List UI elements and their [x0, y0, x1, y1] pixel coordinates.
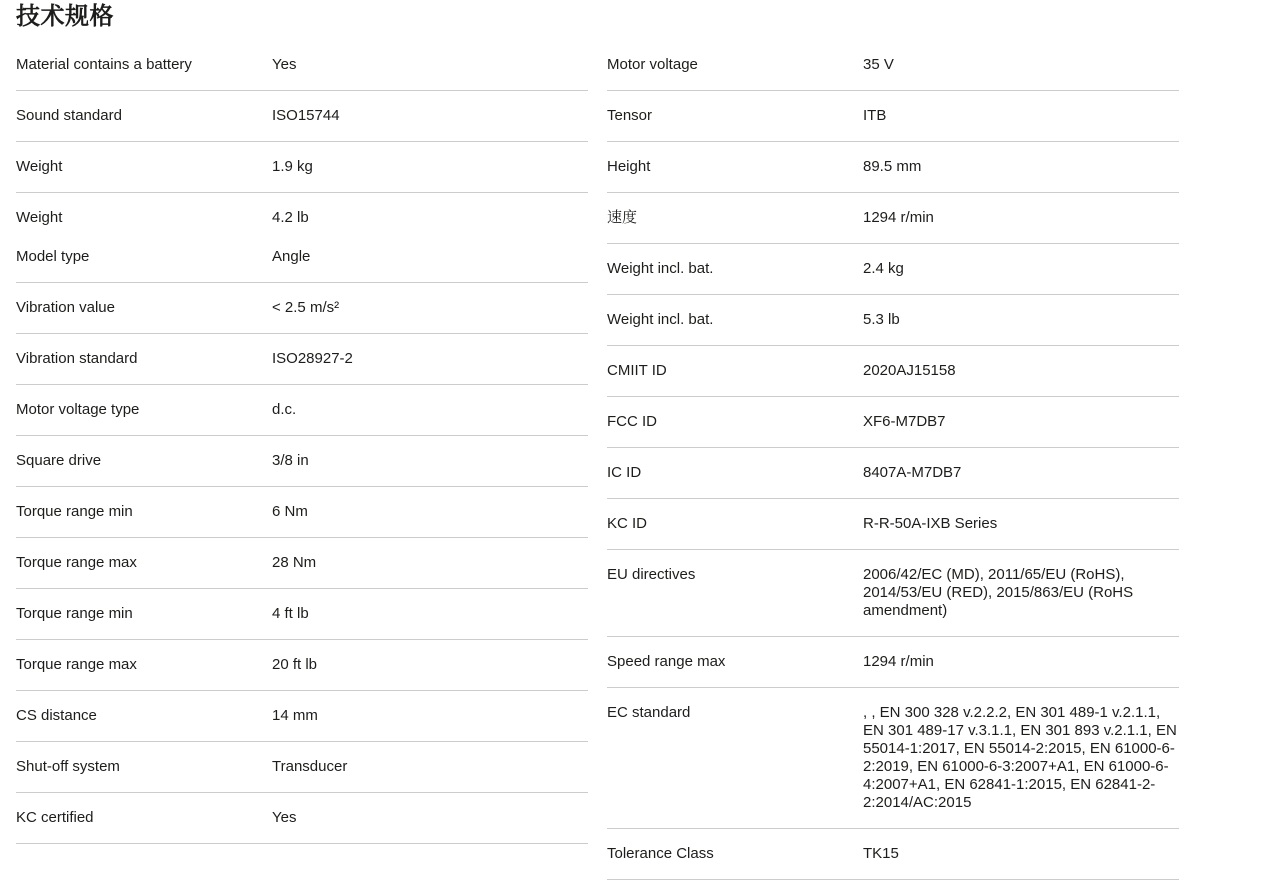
spec-label: Weight incl. bat.: [607, 311, 714, 328]
spec-value: 4.2 lb: [272, 209, 309, 226]
spec-value: 5.3 lb: [863, 311, 900, 328]
spec-label: Vibration standard: [16, 350, 138, 367]
spec-label: EC standard: [607, 704, 691, 721]
spec-row: [16, 436, 588, 487]
spec-row: [607, 397, 1179, 448]
spec-row: [16, 538, 588, 589]
spec-value: 28 Nm: [272, 554, 317, 571]
spec-label: Motor voltage type: [16, 401, 140, 418]
spec-value: d.c.: [272, 401, 297, 418]
spec-value: XF6-M7DB7: [863, 413, 946, 430]
spec-value: 89.5 mm: [863, 158, 922, 175]
spec-row: [16, 193, 588, 232]
spec-label: 速度: [607, 209, 638, 226]
spec-value: ISO15744: [272, 107, 340, 124]
spec-row: [607, 499, 1179, 550]
spec-label: Height: [607, 158, 651, 175]
spec-column-right: [607, 40, 1179, 880]
spec-label: KC certified: [16, 809, 94, 826]
spec-label: Weight: [16, 209, 63, 226]
spec-row: [16, 283, 588, 334]
spec-row: [607, 829, 1179, 880]
spec-table: [16, 40, 1261, 880]
spec-row: [607, 244, 1179, 295]
spec-value: 14 mm: [272, 707, 318, 724]
spec-value: R-R-50A-IXB Series: [863, 515, 998, 532]
spec-label: Weight: [16, 158, 63, 175]
spec-row: [16, 232, 588, 283]
spec-label: CS distance: [16, 707, 97, 724]
spec-value: 8407A-M7DB7: [863, 464, 962, 481]
spec-value: 1.9 kg: [272, 158, 313, 175]
spec-label: FCC ID: [607, 413, 657, 430]
spec-label: Tolerance Class: [607, 845, 714, 862]
page-title: 技术规格: [16, 3, 114, 30]
spec-label: Shut-off system: [16, 758, 120, 775]
spec-row: [16, 691, 588, 742]
spec-label: Torque range max: [16, 656, 137, 673]
spec-row: [16, 793, 588, 844]
spec-label: KC ID: [607, 515, 648, 532]
spec-value: 1294 r/min: [863, 653, 934, 670]
spec-label: Tensor: [607, 107, 653, 124]
spec-label: Speed range max: [607, 653, 726, 670]
spec-row: [16, 589, 588, 640]
spec-value: 2020AJ15158: [863, 362, 956, 379]
spec-column-left: [16, 40, 588, 844]
spec-row: [16, 487, 588, 538]
spec-row: [607, 688, 1179, 829]
spec-value: Transducer: [272, 758, 348, 775]
spec-value: 3/8 in: [272, 452, 309, 469]
spec-value: 4 ft lb: [272, 605, 309, 622]
spec-row: [607, 550, 1179, 637]
spec-row: [607, 193, 1179, 244]
spec-label: Torque range max: [16, 554, 137, 571]
spec-label: Torque range min: [16, 605, 133, 622]
spec-label: Material contains a battery: [16, 56, 192, 73]
spec-row: [16, 385, 588, 436]
spec-row: [16, 640, 588, 691]
spec-row: [607, 295, 1179, 346]
spec-row: [16, 40, 588, 91]
spec-value: ISO28927-2: [272, 350, 353, 367]
spec-label: Vibration value: [16, 299, 115, 316]
spec-label: CMIIT ID: [607, 362, 667, 379]
spec-label: Sound standard: [16, 107, 122, 124]
spec-value: Angle: [272, 248, 311, 265]
spec-value: 20 ft lb: [272, 656, 318, 673]
spec-value: 6 Nm: [272, 503, 308, 520]
spec-row: [607, 637, 1179, 688]
spec-label: Torque range min: [16, 503, 133, 520]
spec-value: ITB: [863, 107, 887, 124]
spec-label: Motor voltage: [607, 56, 698, 73]
spec-label: Model type: [16, 248, 90, 265]
spec-row: [16, 334, 588, 385]
spec-value: 1294 r/min: [863, 209, 934, 226]
spec-row: [607, 40, 1179, 91]
spec-value: 2.4 kg: [863, 260, 904, 277]
spec-row: [607, 91, 1179, 142]
spec-row: [607, 346, 1179, 397]
spec-label: Square drive: [16, 452, 102, 469]
spec-value: , , EN 300 328 v.2.2.2, EN 301 489-1 v.2.1.1, EN 301 489-17 v.3.1.1, EN 301 893 v.2.1.1, EN 55014-1:2017, EN 55014-2:2015, EN 61000-6-2:2019, EN 61000-6-3:2007+A1, EN 61000-6-4:2007+A1, EN 62841-1:2015, EN 62841-2-2:2014/AC:2015: [863, 704, 1177, 811]
spec-value: Yes: [272, 56, 297, 73]
spec-label: EU directives: [607, 566, 696, 583]
spec-label: IC ID: [607, 464, 642, 481]
spec-row: [16, 91, 588, 142]
spec-value: Yes: [272, 809, 297, 826]
spec-row: [16, 142, 588, 193]
spec-value: < 2.5 m/s²: [272, 299, 340, 316]
spec-value: 35 V: [863, 56, 894, 73]
spec-row: [607, 142, 1179, 193]
spec-value: 2006/42/EC (MD), 2011/65/EU (RoHS), 2014/53/EU (RED), 2015/863/EU (RoHS amendment): [863, 566, 1134, 619]
spec-label: Weight incl. bat.: [607, 260, 714, 277]
spec-row: [607, 448, 1179, 499]
spec-value: TK15: [863, 845, 899, 862]
spec-row: [16, 742, 588, 793]
